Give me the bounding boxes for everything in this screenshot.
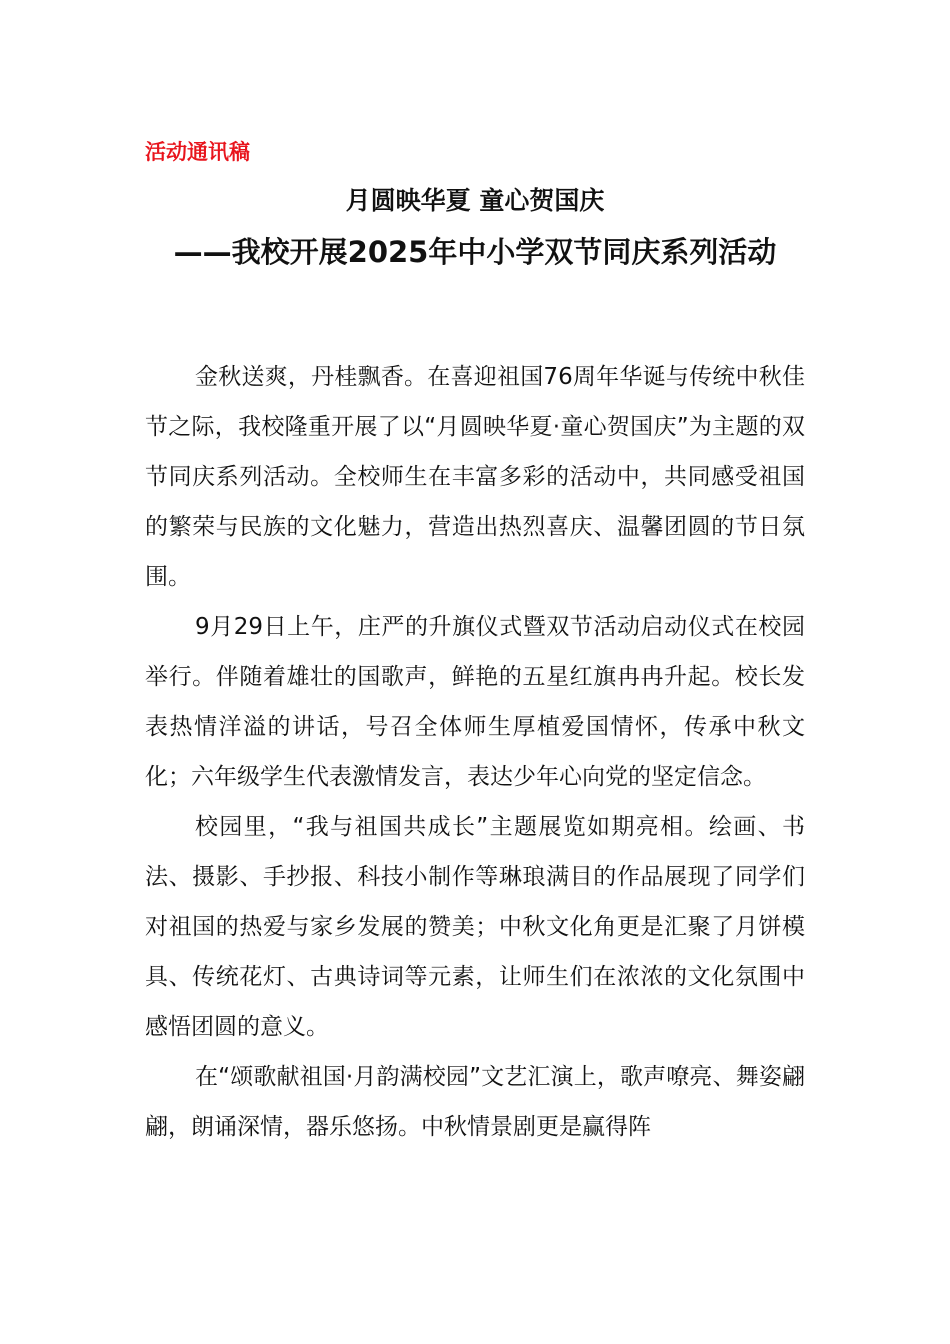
paragraph-2: 9月29日上午，庄严的升旗仪式暨双节活动启动仪式在校园举行。伴随着雄壮的国歌声，鲜艳的五星红旗冉冉升起。校长发表热情洋溢的讲话，号召全体师生厚植爱国情怀，传承中秋文化；六年级学生代表激情发言，表达少年心向党的坚定信念。 [145,614,805,790]
document-subtitle: ——我校开展2025年中小学双节同庆系列活动 [173,235,777,269]
document-body [145,352,805,1152]
document-title: 月圆映华夏 童心贺国庆 [345,186,605,215]
paragraph-3: 校园里，“我与祖国共成长”主题展览如期亮相。绘画、书法、摄影、手抄报、科技小制作等琳琅满目的作品展现了同学们对祖国的热爱与家乡发展的赞美；中秋文化角更是汇聚了月饼模具、传统花灯、古典诗词等元素，让师生们在浓浓的文化氛围中感悟团圆的意义。 [145,814,805,1040]
paragraph-1: 金秋送爽，丹桂飘香。在喜迎祖国76周年华诞与传统中秋佳节之际，我校隆重开展了以“月圆映华夏·童心贺国庆”为主题的双节同庆系列活动。全校师生在丰富多彩的活动中，共同感受祖国的繁荣与民族的文化魅力，营造出热烈喜庆、温馨团圆的节日氛围。 [145,364,805,590]
document-label: 活动通讯稿 [145,140,250,164]
paragraph-4: 在“颂歌献祖国·月韵满校园”文艺汇演上，歌声嘹亮、舞姿翩翩，朗诵深情，器乐悠扬。中秋情景剧更是赢得阵 [145,1064,805,1140]
